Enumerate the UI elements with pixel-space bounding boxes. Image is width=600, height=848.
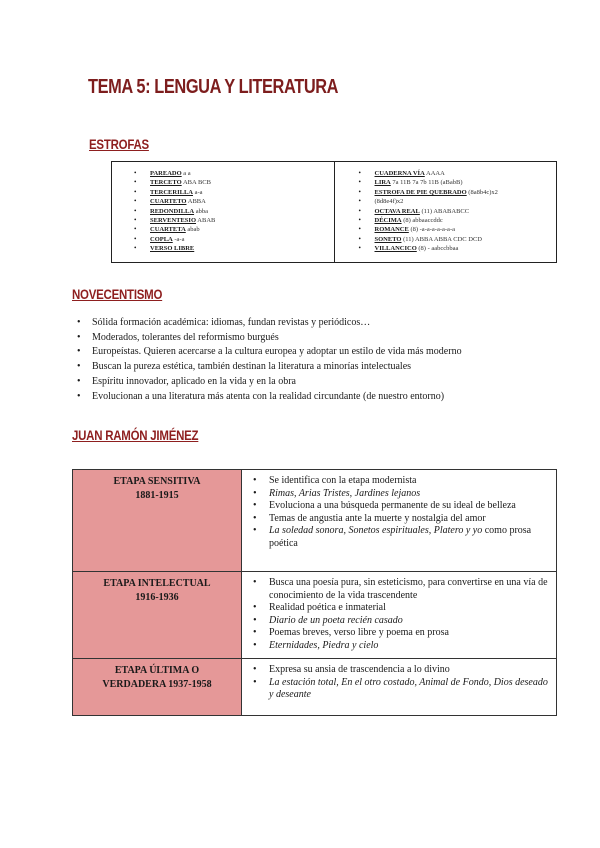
estrofa-continuation: • (8d8e4f)x2 — [335, 197, 557, 206]
novecentismo-list — [72, 316, 572, 404]
estrofa-item: • ROMANCE (8) -a-a-a-a-a-a-a — [335, 225, 557, 234]
list-item: • Busca una poesía pura, sin esteticismo, para convertirse en una vía de conocimiento de la vida trascendente — [248, 577, 550, 602]
table-row — [73, 659, 557, 716]
list-item: • Poemas breves, verso libre y poema en prosa — [248, 627, 550, 640]
estrofa-item: • CUARTETA abab — [112, 225, 334, 234]
estrofa-item: • SONETO (11) ABBA ABBA CDC DCD — [335, 235, 557, 244]
stage-years: VERDADERA 1937-1958 — [102, 679, 212, 690]
stage-cell — [73, 572, 242, 659]
list-item: • Eternidades, Piedra y cielo — [248, 640, 550, 653]
list-item: • Rimas, Arias Tristes, Jardines lejanos — [248, 488, 550, 501]
estrofa-item: • SERVENTESIO ABAB — [112, 216, 334, 225]
stage-items-cell — [242, 659, 557, 716]
estrofa-item: • VILLANCICO (8) - aabccbbaa — [335, 244, 557, 253]
list-item: • Diario de un poeta recién casado — [248, 615, 550, 628]
estrofa-item: • OCTAVA REAL (11) ABABABCC — [335, 207, 557, 216]
list-item: • Europeístas. Quieren acercarse a la cultura europea y adoptar un estilo de vida más moderno — [72, 345, 572, 360]
stage-cell — [73, 470, 242, 572]
table-row — [73, 572, 557, 659]
list-item: • Sólida formación académica: idiomas, fundan revistas y periódicos… — [72, 316, 572, 331]
stage-name: ETAPA SENSITIVA — [113, 476, 201, 487]
novecentismo-heading: NOVECENTISMO — [72, 286, 163, 302]
list-item: • La soledad sonora, Sonetos espirituales, Platero y yo como prosa poética — [248, 525, 550, 550]
stage-cell — [73, 659, 242, 716]
estrofa-item: • COPLA -a-a — [112, 235, 334, 244]
estrofas-table — [111, 161, 557, 263]
list-item: • Expresa su ansia de trascendencia a lo divino — [248, 664, 550, 677]
list-item: • Buscan la pureza estética, también destinan la literatura a minorías intelectuales — [72, 360, 572, 375]
stage-years: 1881-1915 — [135, 490, 179, 501]
page-title: TEMA 5: LENGUA Y LITERATURA — [88, 76, 339, 98]
estrofa-item: • CUARTETO ABBA — [112, 197, 334, 206]
stage-items-cell — [242, 470, 557, 572]
list-item: • Temas de angustia ante la muerte y nostalgia del amor — [248, 513, 550, 526]
list-item: • Se identifica con la etapa modernista — [248, 475, 550, 488]
list-item: • Moderados, tolerantes del reformismo burgués — [72, 331, 572, 346]
estrofa-item: • CUADERNA VÍA AAAA — [335, 169, 557, 178]
jrj-heading: JUAN RAMÓN JIMÉNEZ — [72, 427, 199, 443]
estrofa-item: • ESTROFA DE PIE QUEBRADO (8a8b4c)x2 — [335, 188, 557, 197]
jrj-stages-table — [72, 469, 557, 716]
stage-name: ETAPA ÚLTIMA O — [114, 665, 200, 676]
estrofa-item: • LIRA 7a 11B 7a 7b 11B (aBabB) — [335, 178, 557, 187]
estrofa-item: • TERCERILLA a-a — [112, 188, 334, 197]
estrofas-right-column — [334, 162, 557, 262]
stage-items-cell — [242, 572, 557, 659]
list-item: • Espíritu innovador, aplicado en la vida y en la obra — [72, 375, 572, 390]
stage-years: 1916-1936 — [135, 592, 179, 603]
list-item: • Realidad poética e inmaterial — [248, 602, 550, 615]
estrofa-item: • DÉCIMA (8) abbaaccddc — [335, 216, 557, 225]
list-item: • Evoluciona a una búsqueda permanente de su ideal de belleza — [248, 500, 550, 513]
list-item: • La estación total, En el otro costado, Animal de Fondo, Dios deseado y deseante — [248, 677, 550, 702]
estrofa-item: • PAREADO a a — [112, 169, 334, 178]
estrofas-heading: ESTROFAS — [89, 136, 149, 152]
table-row — [73, 470, 557, 572]
stage-name: ETAPA INTELECTUAL — [103, 578, 211, 589]
estrofas-left-column — [112, 162, 334, 262]
list-item: • Evolucionan a una literatura más atenta con la realidad circundante (de nuestro entorno) — [72, 390, 572, 405]
estrofa-item: • REDONDILLA abba — [112, 207, 334, 216]
estrofa-item: • VERSO LIBRE — [112, 244, 334, 253]
estrofa-item: • TERCETO ABA BCB — [112, 178, 334, 187]
